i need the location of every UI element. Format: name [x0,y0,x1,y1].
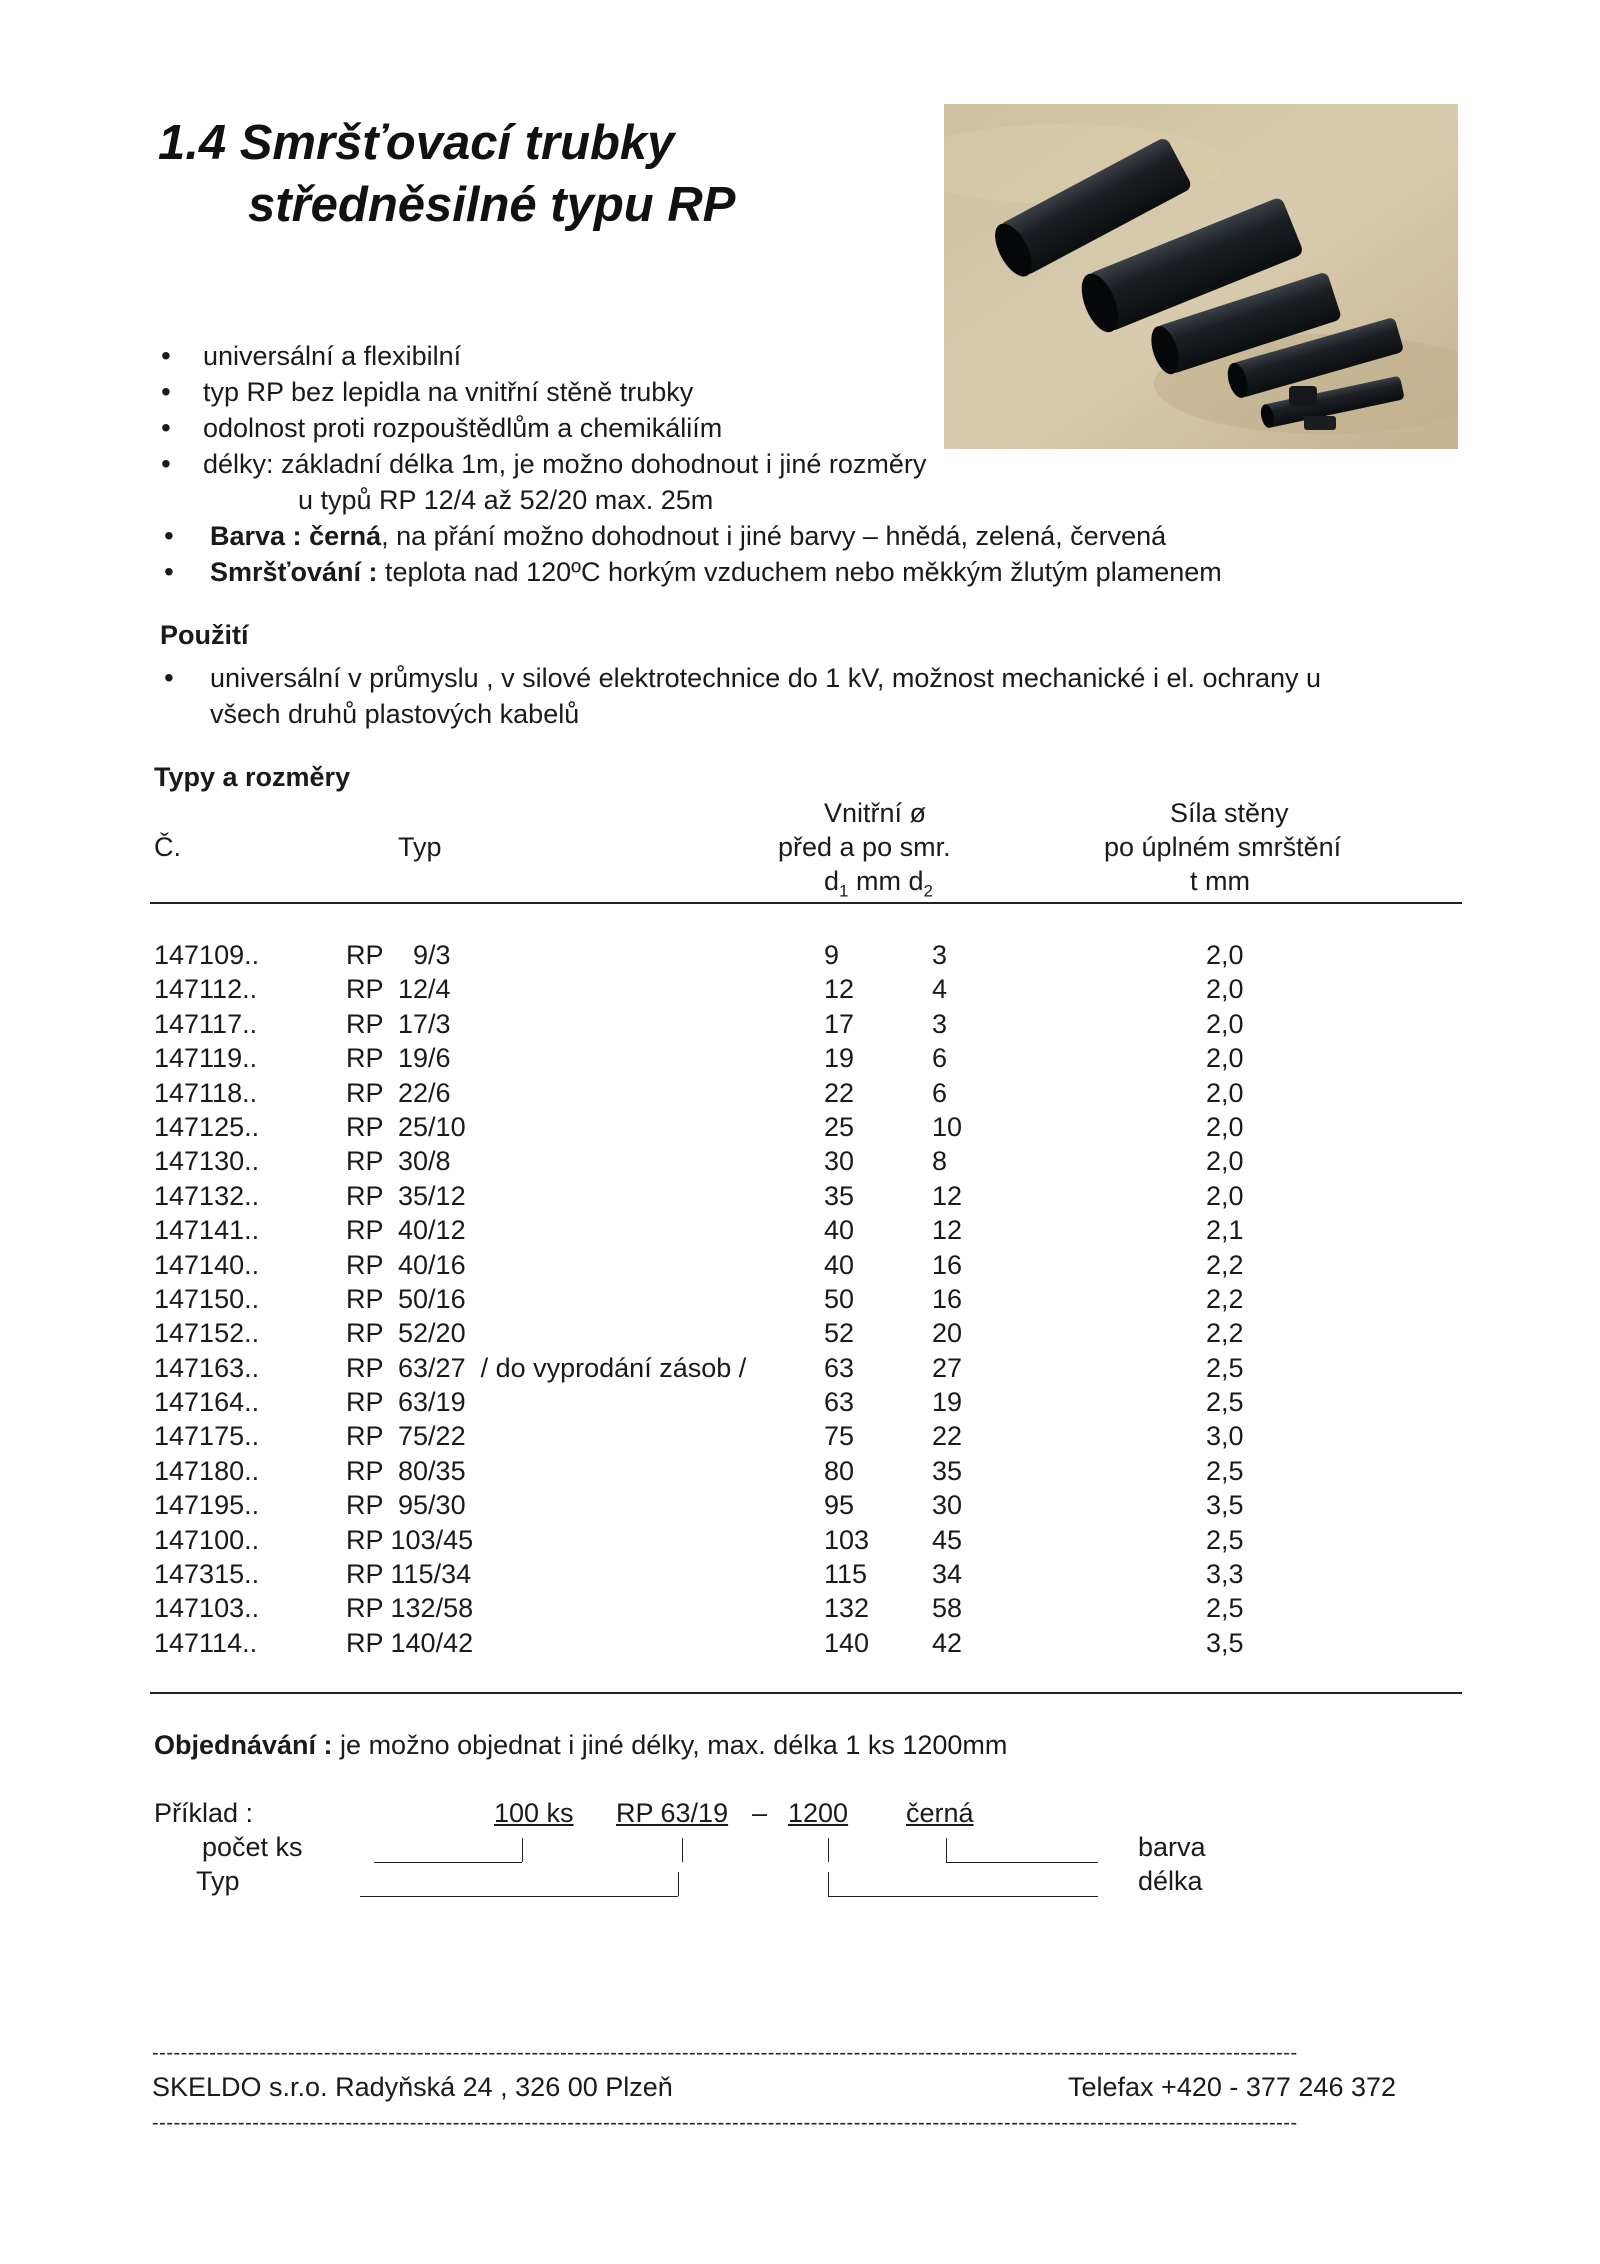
feature-item-shrink [158,554,1222,590]
connector-line [360,1896,678,1897]
cell-d1: 17 [824,1008,855,1039]
cell-type: RP 35/12 [346,1180,466,1211]
cell-type: RP 115/34 [346,1559,472,1590]
cell-d2: 30 [932,1490,963,1521]
cell-d1: 103 [824,1524,870,1555]
cell-type: RP 63/27 / do vyprodání zásob / [346,1352,747,1383]
cell-d2: 3 [932,1008,948,1039]
header-wall-2: po úplném smrštění [1104,832,1342,862]
types-heading: Typy a rozměry [154,762,351,792]
usage-list [158,660,1321,732]
usage-line-2: všech druhů plastových kabelů [210,699,580,729]
cell-d2: 16 [932,1249,963,1280]
example-dash: – [752,1798,768,1828]
feature-item: • odolnost proti rozpouštědlům a chemikáliím [158,410,1222,446]
header-inner-2: před a po smr. [778,832,951,862]
ordering-label: Objednávání : [154,1730,341,1760]
cell-d1: 9 [824,940,840,970]
cell-d1: 50 [824,1283,855,1314]
header-no: Č. [154,832,181,862]
cell-d2: 8 [932,1146,948,1177]
header-d2-sub: 2 [923,881,933,901]
table-header-rule [150,902,1462,904]
cell-type: RP 80/35 [346,1455,466,1486]
shrink-rest: teplota nad 120ºC horkým vzduchem nebo měkkým žlutým plamenem [385,557,1222,587]
cell-wall: 2,0 [1206,974,1244,1005]
title-line-1: 1.4 Smršťovací trubky [158,116,675,170]
cell-wall: 2,2 [1206,1249,1244,1280]
connector-bar [682,1838,683,1862]
cell-number: 147195.. [154,1490,260,1521]
cell-d2: 42 [932,1627,963,1658]
cell-number: 147118.. [154,1077,258,1108]
cell-type: RP 9/3 [346,940,451,970]
page-title [158,112,735,236]
cell-d1: 63 [824,1387,855,1418]
header-d1-sub: 1 [839,881,849,901]
cell-wall: 2,5 [1206,1524,1244,1555]
cell-number: 147152.. [154,1318,260,1349]
cell-wall: 2,5 [1206,1387,1244,1418]
example-length-label: délka [1138,1866,1203,1896]
cell-number: 147112.. [154,974,258,1005]
cell-type: RP 95/30 [346,1490,466,1521]
cell-number: 147117.. [154,1008,258,1039]
cell-wall: 2,0 [1206,1008,1244,1039]
cell-number: 147175.. [154,1421,260,1452]
cell-d1: 25 [824,1111,855,1142]
cell-d2: 35 [932,1455,963,1486]
cell-wall: 2,5 [1206,1352,1244,1383]
connector-line [374,1862,522,1863]
cell-wall: 2,0 [1206,940,1244,970]
cell-wall: 2,0 [1206,1146,1244,1177]
cell-type: RP 19/6 [346,1043,451,1074]
cell-d2: 20 [932,1318,963,1349]
cell-number: 147132.. [154,1180,260,1211]
cell-number: 147125.. [154,1111,260,1142]
header-type: Typ [398,832,442,862]
feature-list [158,338,1222,590]
cell-d2: 6 [932,1077,948,1108]
cell-wall: 3,5 [1206,1627,1244,1658]
connector-bar [828,1872,829,1896]
color-value: černá [309,521,382,551]
cell-wall: 3,5 [1206,1490,1244,1521]
header-mm-d: mm d [848,866,924,896]
cell-d2: 3 [932,940,948,970]
cell-type: RP 140/42 [346,1627,474,1658]
example-type: RP 63/19 [616,1798,729,1828]
color-rest: , na přání možno dohodnout i jiné barvy – hnědá, zelená, červená [381,521,1167,551]
cell-wall: 2,0 [1206,1077,1244,1108]
cell-wall: 2,5 [1206,1455,1244,1486]
cell-type: RP 30/8 [346,1146,451,1177]
cell-number: 147109.. [154,940,260,970]
example-color-label: barva [1138,1832,1206,1862]
cell-wall: 2,2 [1206,1318,1244,1349]
cell-number: 147100.. [154,1524,260,1555]
title-line-2: středněsilné typu RP [248,178,736,232]
header-wall-1: Síla stěny [1170,798,1289,828]
cell-number: 147114.. [154,1627,258,1658]
cell-d1: 19 [824,1043,855,1074]
cell-d2: 27 [932,1352,963,1383]
cell-type: RP 17/3 [346,1008,451,1039]
connector-line [946,1862,1098,1863]
cell-d2: 12 [932,1180,963,1211]
cell-d1: 63 [824,1352,855,1383]
shrink-label: Smršťování : [210,557,385,587]
footer-company: SKELDO s.r.o. Radyňská 24 , 326 00 Plzeň [152,2072,673,2102]
cell-number: 147140.. [154,1249,260,1280]
cell-d1: 30 [824,1146,855,1177]
example-qty: 100 ks [494,1798,574,1828]
cell-type: RP 50/16 [346,1283,466,1314]
cell-wall: 2,0 [1206,1180,1244,1211]
cell-d2: 6 [932,1043,948,1074]
cell-number: 147103.. [154,1593,260,1624]
footer-phone: Telefax +420 - 377 246 372 [1068,2072,1397,2102]
cell-wall: 3,0 [1206,1421,1244,1452]
feature-item: • délky: základní délka 1m, je možno dohodnout i jiné rozměry [158,446,1222,482]
cell-d2: 19 [932,1387,963,1418]
cell-number: 147141.. [154,1215,260,1246]
example-type-label: Typ [196,1866,240,1896]
cell-d2: 10 [932,1111,963,1142]
cell-d1: 95 [824,1490,855,1521]
cell-type: RP 63/19 [346,1387,466,1418]
cell-d1: 115 [824,1559,868,1590]
usage-heading: Použití [160,620,249,650]
table-bottom-rule [150,1692,1462,1694]
cell-number: 147315.. [154,1559,260,1590]
cell-d2: 22 [932,1421,963,1452]
usage-line-1: • universální v průmyslu , v silové elektrotechnice do 1 kV, možnost mechanické i el. ochrany u [158,660,1321,696]
feature-item-color [158,518,1222,554]
cell-wall: 2,5 [1206,1593,1244,1624]
cell-d1: 52 [824,1318,855,1349]
cell-type: RP 22/6 [346,1077,451,1108]
ordering-line [154,1730,1007,1761]
cell-d1: 80 [824,1455,855,1486]
cell-d2: 12 [932,1215,963,1246]
color-label: Barva : [210,521,310,551]
feature-item-continuation: u typů RP 12/4 až 52/20 max. 25m [298,485,714,515]
cell-number: 147164.. [154,1387,260,1418]
connector-bar [678,1872,679,1896]
cell-type: RP 75/22 [346,1421,466,1452]
connector-line [828,1896,1098,1897]
cell-number: 147150.. [154,1283,260,1314]
example-label: Příklad : [154,1798,254,1828]
header-d-letter: d [824,866,840,896]
cell-d2: 16 [932,1283,963,1314]
cell-number: 147130.. [154,1146,260,1177]
connector-bar [522,1838,523,1862]
cell-d1: 35 [824,1180,855,1211]
footer-divider-bottom: ---------------------------------------------------------------------------------------------------------------------------------------------------------------- [152,2112,1298,2134]
cell-d1: 75 [824,1421,855,1452]
cell-type: RP 52/20 [346,1318,466,1349]
cell-wall: 2,1 [1206,1215,1244,1246]
cell-type: RP 40/16 [346,1249,466,1280]
cell-d1: 12 [824,974,855,1005]
cell-type: RP 40/12 [346,1215,466,1246]
cell-number: 147163.. [154,1352,260,1383]
cell-wall: 2,0 [1206,1043,1244,1074]
example-count-label: počet ks [202,1832,303,1862]
feature-item: • typ RP bez lepidla na vnitřní stěně trubky [158,374,1222,410]
cell-d2: 58 [932,1593,963,1624]
cell-type: RP 103/45 [346,1524,474,1555]
cell-d1: 40 [824,1215,855,1246]
cell-type: RP 12/4 [346,974,451,1005]
header-inner-1: Vnitřní ø [824,798,927,828]
feature-item: • universální a flexibilní [158,338,1222,374]
cell-d1: 40 [824,1249,855,1280]
header-wall-3: t mm [1190,866,1250,896]
cell-wall: 3,3 [1206,1559,1244,1590]
cell-wall: 2,2 [1206,1283,1244,1314]
ordering-text: je možno objednat i jiné délky, max. délka 1 ks 1200mm [340,1730,1008,1760]
cell-type: RP 132/58 [346,1593,474,1624]
example-color: černá [906,1798,974,1828]
cell-d2: 4 [932,974,948,1005]
cell-d1: 22 [824,1077,855,1108]
cell-d1: 140 [824,1627,870,1658]
connector-bar [828,1838,829,1862]
cell-number: 147180.. [154,1455,260,1486]
cell-number: 147119.. [154,1043,258,1074]
connector-bar [946,1838,947,1862]
cell-d2: 34 [932,1559,963,1590]
cell-d1: 132 [824,1593,870,1624]
example-length: 1200 [788,1798,849,1828]
footer-divider-top: ---------------------------------------------------------------------------------------------------------------------------------------------------------------- [152,2042,1298,2064]
cell-type: RP 25/10 [346,1111,466,1142]
cell-d2: 45 [932,1524,963,1555]
cell-wall: 2,0 [1206,1111,1244,1142]
